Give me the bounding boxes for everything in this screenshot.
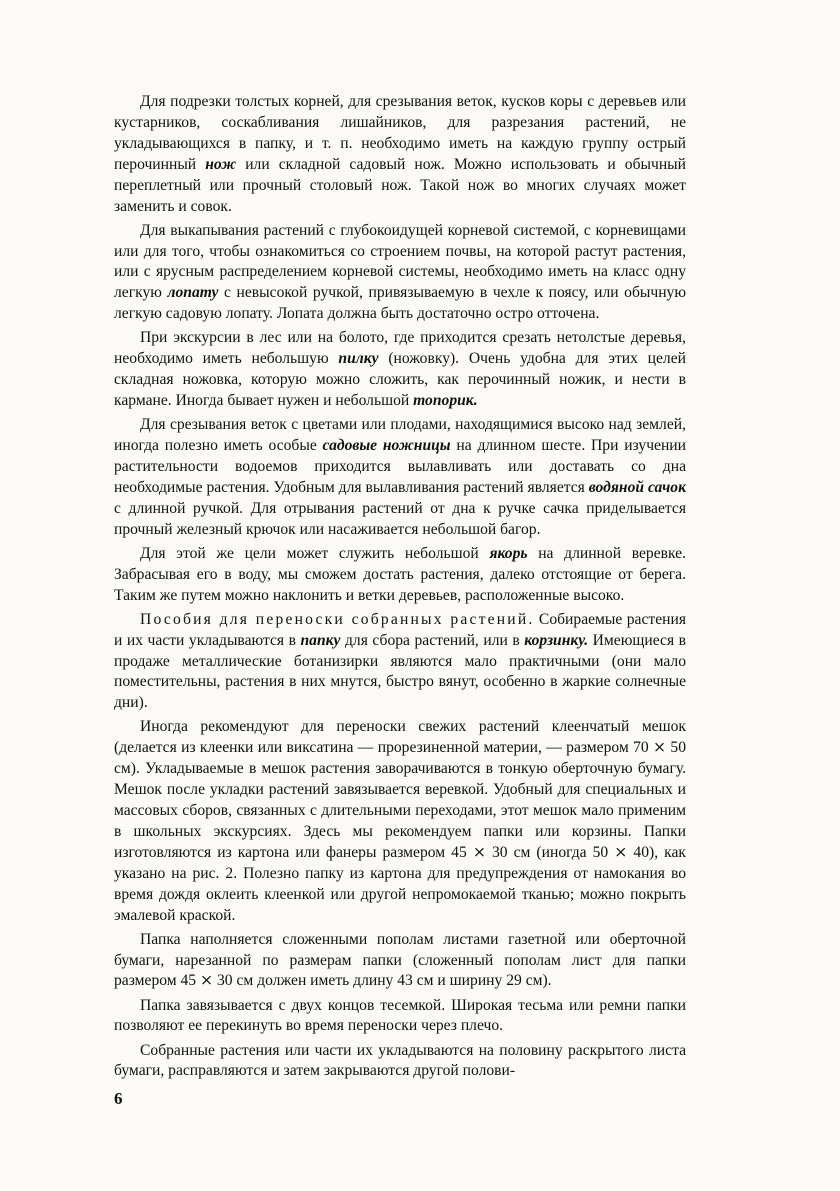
text-run: Для срезывания веток с цветами или плодами, находящимися высоко над землей, иногда полезно иметь особые	[114, 416, 686, 455]
text-run: или складной садовый нож. Можно использовать и обычный переплетный или прочный столовый нож. Такой нож во многих случаях может заменить и совок.	[114, 155, 686, 215]
text-run: Папка завязывается с двух концов тесемкой. Широкая тесьма или ремни папки позволяют ее перекинуть во время переноски через плечо.	[114, 996, 686, 1035]
section-heading: Пособия для переноски собранных растений.	[140, 610, 535, 628]
text-run: Для этой же цели может служить небольшой	[140, 544, 490, 562]
emphasized-term: пилку	[338, 350, 379, 368]
text-run: на длинном шесте. При изучении растительности водоемов приходится вылавливать или доставать со дна необходимые растения. Удобным для вылавливания растений является	[114, 437, 686, 496]
paragraph	[114, 544, 686, 607]
text-run: с невысокой ручкой, привязываемую в чехле к поясу, или обычную легкую садовую лопату. Лопата должна быть достаточно остро отточена.	[114, 284, 686, 323]
text-run: с длинной ручкой. Для отрывания растений от дна к ручке сачка приделывается прочный железный крючок или насаживается небольшой багор.	[114, 499, 686, 538]
paragraph	[114, 930, 686, 993]
text-run: Иногда рекомендуют для переноски свежих растений клеенчатый мешок (делается из клеенки или виксатина — прорезиненной материи, — размером 70 ⨯ 50 см). Укладываемые в мешок растения заворачиваются в тонкую оберточную бумагу. Мешок после укладки растений завязывается веревкой. Удобный для специальных и массовых сборов, связанных с длительными переходами, этот мешок мало применим в школьных экскурсиях. Здесь мы рекомендуем папки или корзины. Папки изготовляются из картона или фанеры размером 45 ⨯ 30 см (иногда 50 ⨯ 40), как указано на рис. 2. Полезно папку из картона для предупреждения от намокания во время дождя оклеить клеенкой или другой непромокаемой тканью; можно покрыть эмалевой краской.	[114, 718, 686, 924]
paragraph	[114, 415, 686, 540]
emphasized-term: корзинку.	[524, 631, 589, 649]
paragraph	[114, 221, 686, 326]
text-run: Собранные растения или части их укладываются на половину раскрытого листа бумаги, расправляются и затем закрываются другой полови-	[114, 1041, 686, 1080]
text-run: Для выкапывания растений с глубокоидущей корневой системой, с корневищами или для того, чтобы ознакомиться со строением почвы, на которой растут растения, или с ярусным распределением корневой системы, необходимо иметь на класс одну легкую	[114, 221, 686, 302]
paragraph	[114, 328, 686, 412]
emphasized-term: лопату	[167, 284, 219, 302]
paragraph	[114, 717, 686, 926]
text-run: Для подрезки толстых корней, для срезывания веток, кусков коры с деревьев или кустарников, соскабливания лишайников, для разрезания растений, не укладывающихся в папку, и т. п. необходимо иметь на каждую группу острый перочинный	[114, 93, 686, 173]
emphasized-term: садовые ножницы	[322, 437, 451, 455]
paragraph	[114, 1041, 686, 1083]
emphasized-term: водяной сачок	[588, 478, 686, 496]
emphasized-term: нож	[205, 155, 237, 173]
emphasized-term: топорик.	[413, 392, 478, 410]
text-run: (ножовку). Очень удобна для этих целей складная ножовка, которую можно сложить, как перочинный ножик, и нести в кармане. Иногда бывает нужен и небольшой	[114, 350, 686, 410]
paragraph	[114, 92, 686, 217]
page-number: 6	[114, 1089, 123, 1108]
text-run: Собираемые растения и их части укладываются в	[114, 610, 686, 649]
body-text	[114, 92, 686, 1082]
paragraph	[114, 996, 686, 1038]
paragraph	[114, 610, 686, 715]
emphasized-term: папку	[300, 631, 341, 649]
text-run: При экскурсии в лес или на болото, где приходится срезать нетолстые деревья, необходимо иметь небольшую	[114, 329, 686, 368]
text-run: Папка наполняется сложенными пополам листами газетной или оберточной бумаги, нарезанной по размерам папки (сложенный пополам лист для папки размером 45 ⨯ 30 см должен иметь длину 43 см и ширину 29 см).	[114, 930, 686, 990]
emphasized-term: якорь	[489, 544, 528, 562]
text-run: для сбора растений, или в	[340, 631, 525, 649]
text-run: на длинной веревке. Забрасывая его в воду, мы сможем достать растения, далеко отстоящие от берега. Таким же путем можно наклонить и ветки деревьев, расположенные высоко.	[114, 544, 686, 604]
text-run: Имеющиеся в продаже металлические ботанизирки являются мало практичными (они мало поместительны, растения в них мнутся, быстро вянут, особенно в жаркие солнечные дни).	[114, 631, 687, 712]
